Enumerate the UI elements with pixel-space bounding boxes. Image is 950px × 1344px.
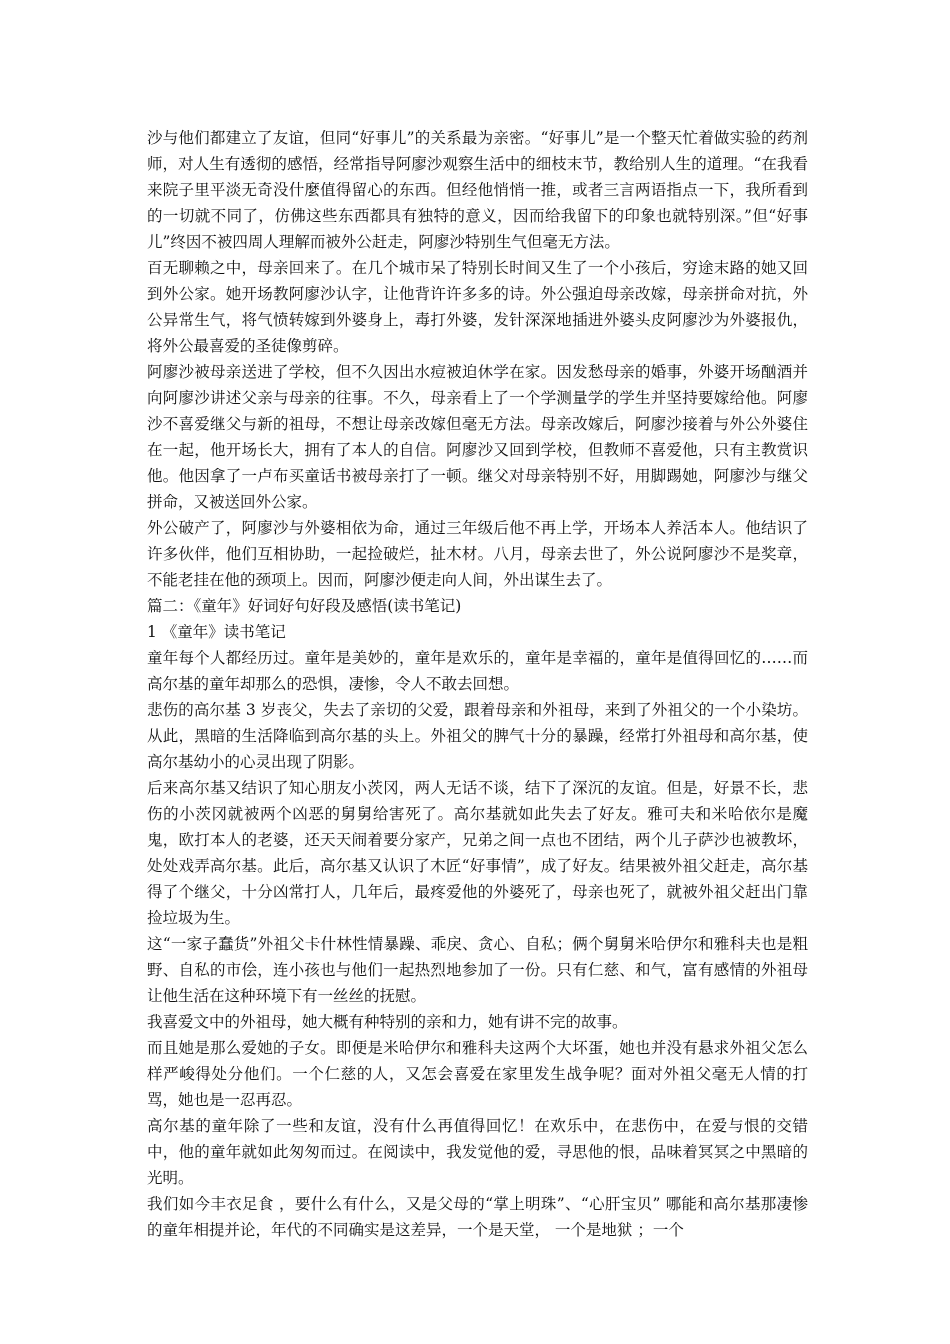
- paragraph-11: 高尔基的童年除了一些和友谊，没有什么再值得回忆！在欢乐中，在悲伤中，在爱与恨的交错中，他的童年就如此匆匆而过。在阅读中，我发觉他的爱，寻思他的恨，品味着冥冥之中黑暗的光明。: [147, 1117, 808, 1187]
- paragraph-4: 外公破产了，阿廖沙与外婆相依为命，通过三年级后他不再上学，开场本人养活本人。他结识了许多伙伴，他们互相协助，一起捡破烂，扯木材。八月，母亲去世了，外公说阿廖沙不是奖章，不能老挂在他的颈项上。因而，阿廖沙便走向人间，外出谋生去了。: [147, 519, 808, 589]
- paragraph-5: 童年每个人都经历过。童年是美妙的，童年是欢乐的，童年是幸福的，童年是值得回忆的……而高尔基的童年却那么的恐惧，凄惨，令人不敢去回想。: [147, 649, 808, 693]
- section-heading: 篇二：《童年》好词好句好段及感悟(读书笔记): [147, 597, 462, 615]
- paragraph-7: 后来高尔基又结识了知心朋友小茨冈，两人无话不谈，结下了深沉的友谊。但是，好景不长，悲伤的小茨冈就被两个凶恶的舅舅给害死了。高尔基就如此失去了好友。雅可夫和米哈依尔是魔鬼，欧打本人的老婆，还天天闹着要分家产，兄弟之间一点也不团结，两个儿子萨沙也被教坏，处处戏弄高尔基。此后，高尔基又认识了木匠“好事情”，成了好友。结果被外祖父赶走，高尔基得了个继父，十分凶常打人，几年后，最疼爱他的外婆死了，母亲也死了，就被外祖父赶出门靠捡垃圾为生。: [147, 779, 808, 927]
- subsection-heading: 1 《童年》读书笔记: [147, 623, 286, 641]
- paragraph-10: 而且她是那么爱她的子女。即便是米哈伊尔和雅科夫这两个大坏蛋，她也并没有悬求外祖父怎么样严峻得处分他们。一个仁慈的人，又怎会喜爱在家里发生战争呢？面对外祖父毫无人情的打骂，她也是一忍再忍。: [147, 1039, 808, 1109]
- paragraph-1: 沙与他们都建立了友谊，但同“好事儿”的关系最为亲密。“好事儿”是一个整天忙着做实验的药剂师，对人生有透彻的感悟，经常指导阿廖沙观察生活中的细枝末节，教给别人生的道理。“在我看来院子里平淡无奇没什麼值得留心的东西。但经他悄悄一推，或者三言两语指点一下，我所看到的一切就不同了，仿佛这些东西都具有独特的意义，因而给我留下的印象也就特别深。”但“好事儿”终因不被四周人理解而被外公赶走，阿廖沙特别生气但毫无方法。: [147, 129, 808, 251]
- paragraph-8: 这“一家子蠢货”外祖父卡什林性情暴躁、乖戾、贪心、自私；俩个舅舅米哈伊尔和雅科夫也是粗野、自私的市侩，连小孩也与他们一起热烈地参加了一份。只有仁慈、和气，富有感情的外祖母让他生活在这种环境下有一丝丝的抚慰。: [147, 935, 808, 1005]
- paragraph-9: 我喜爱文中的外祖母，她大概有种特别的亲和力，她有讲不完的故事。: [147, 1013, 628, 1031]
- document-page: [147, 125, 808, 1243]
- paragraph-12: 我们如今丰衣足食 ，要什么有什么，又是父母的“掌上明珠”、“心肝宝贝” 哪能和高尔基那凄惨的童年相提并论，年代的不同确实是这差异，一个是天堂， 一个是地狱 ；一个: [147, 1195, 808, 1239]
- paragraph-2: 百无聊赖之中，母亲回来了。在几个城市呆了特别长时间又生了一个小孩后，穷途末路的她又回到外公家。她开场教阿廖沙认字，让他背许许多多的诗。外公强迫母亲改嫁，母亲拼命对抗，外公异常生气，将气愤转嫁到外婆身上，毒打外婆，发针深深地插进外婆头皮阿廖沙为外婆报仇，将外公最喜爱的圣徒像剪碎。: [147, 259, 808, 355]
- paragraph-3: 阿廖沙被母亲送进了学校，但不久因出水痘被迫休学在家。因发愁母亲的婚事，外婆开场酗酒并向阿廖沙讲述父亲与母亲的往事。不久，母亲看上了一个学测量学的学生并坚持要嫁给他。阿廖沙不喜爱继父与新的祖母，不想让母亲改嫁但毫无方法。母亲改嫁后，阿廖沙接着与外公外婆住在一起，他开场长大，拥有了本人的自信。阿廖沙又回到学校，但教师不喜爱他，只有主教赏识他。他因拿了一卢布买童话书被母亲打了一顿。继父对母亲特别不好，用脚踢她，阿廖沙与继父拼命，又被送回外公家。: [147, 363, 808, 511]
- paragraph-6: 悲伤的高尔基 3 岁丧父，失去了亲切的父爱，跟着母亲和外祖母，来到了外祖父的一个小染坊。从此，黑暗的生活降临到高尔基的头上。外祖父的脾气十分的暴躁，经常打外祖母和高尔基，使高尔基幼小的心灵出现了阴影。: [147, 701, 808, 771]
